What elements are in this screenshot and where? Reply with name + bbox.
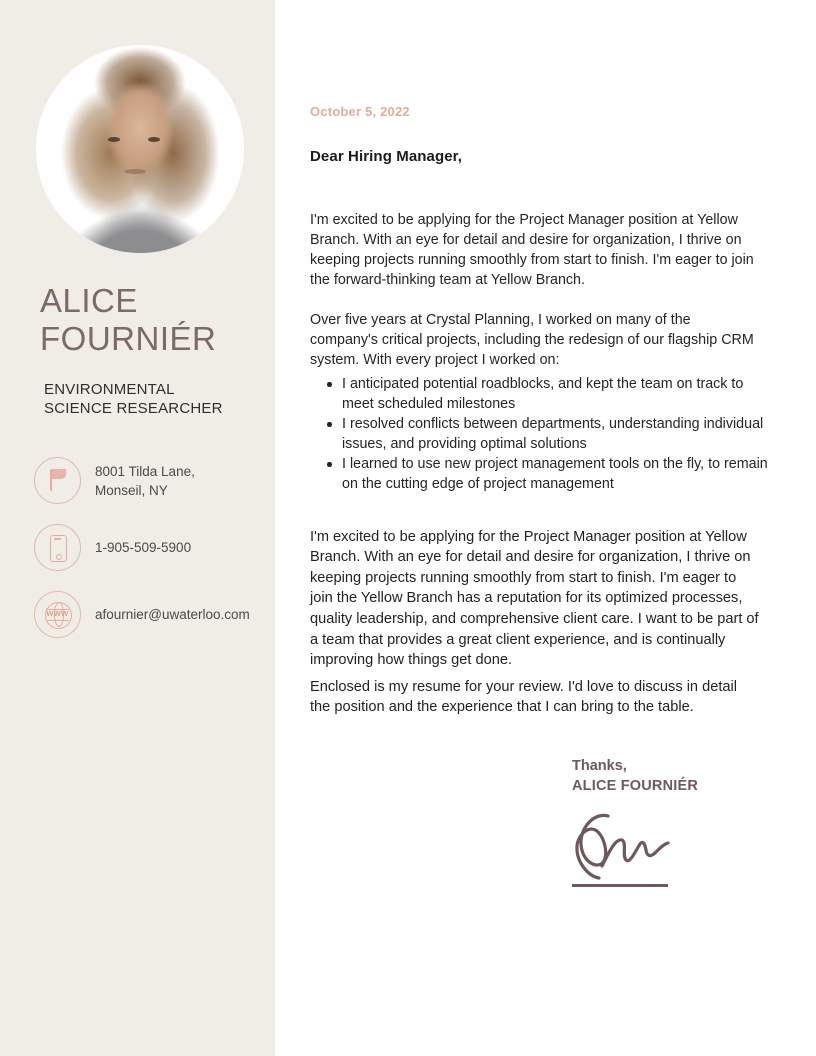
flag-icon [34, 457, 81, 504]
candidate-name-line-1: ALICE [40, 282, 138, 319]
portrait-eye-right [148, 137, 160, 142]
list-item: I learned to use new project management tools on the fly, to remain on the cutting edge of project management [342, 454, 770, 494]
letter-paragraph-2: Over five years at Crystal Planning, I worked on many of the company's critical projects, including the redesign of our flagship CRM system. With every project I worked on: [310, 312, 754, 369]
candidate-role [44, 380, 259, 418]
globe-parallel-bottom-shape [46, 620, 69, 621]
contact-address-text [95, 462, 195, 500]
contact-email-text [95, 605, 250, 624]
contact-email-address: afournier@uwaterloo.com [95, 607, 250, 622]
letter-bullet-list [310, 374, 770, 494]
flag-cloth-shape [52, 469, 66, 479]
signature-name: ALICE FOURNIÉR [572, 778, 699, 794]
sidebar [0, 0, 275, 1056]
portrait-eye-left [108, 137, 120, 142]
candidate-name [40, 282, 265, 358]
globe-www-icon [34, 591, 81, 638]
candidate-role-line-1: ENVIRONMENTAL [44, 381, 175, 398]
contact-phone-number: 1-905-509-5900 [95, 540, 192, 555]
contact-address [34, 457, 269, 504]
phone-speaker-shape [54, 538, 61, 540]
mobile-phone-icon [34, 524, 81, 571]
contact-phone-text [95, 538, 191, 557]
contact-list [34, 457, 269, 658]
letter-date: October 5, 2022 [310, 104, 410, 119]
contact-address-line-1: 8001 Tilda Lane, [95, 463, 195, 479]
signature-closing: Thanks, [572, 758, 627, 774]
list-item: I anticipated potential roadblocks, and kept the team on track to meet scheduled milestones [342, 374, 770, 414]
portrait-photo [36, 45, 244, 253]
phone-home-button-shape [56, 554, 62, 560]
contact-email[interactable] [34, 591, 269, 638]
signature-block [572, 756, 772, 887]
candidate-name-line-2: FOURNIÉR [40, 320, 217, 357]
letter-paragraph-4: Enclosed is my resume for your review. I'd love to discuss in detail the position and the experience that I can bring to the table. [310, 678, 737, 716]
handwritten-signature-icon [572, 810, 682, 882]
avatar [36, 45, 244, 253]
candidate-role-line-2: SCIENCE RESEARCHER [44, 400, 223, 417]
letter-salutation: Dear Hiring Manager, [310, 148, 463, 165]
portrait-mouth [124, 169, 146, 174]
globe-www-label: WWW [46, 608, 69, 618]
contact-address-line-2: Monseil, NY [95, 482, 168, 498]
letter-paragraph-3: I'm excited to be applying for the Project Manager position at Yellow Branch. With an eye for detail and desire for organization, I thrive on keeping projects running smoothly from start to finish. I'm eager to join the Yellow Branch has a reputation for its optimized processes, quality leadership, and comprehensive client care. I want to be part of a team that provides a great client experience, and is continually improving how things get done. [310, 528, 759, 669]
contact-phone[interactable] [34, 524, 269, 571]
letter-paragraph-1: I'm excited to be applying for the Project Manager position at Yellow Branch. With an eye for detail and desire for organization, I thrive on keeping projects running smoothly from start to finish. I'm eager to join the forward-thinking team at Yellow Branch. [310, 212, 754, 289]
list-item: I resolved conflicts between departments, understanding individual issues, and providing optimal solutions [342, 414, 770, 454]
signature-rule [572, 884, 668, 887]
